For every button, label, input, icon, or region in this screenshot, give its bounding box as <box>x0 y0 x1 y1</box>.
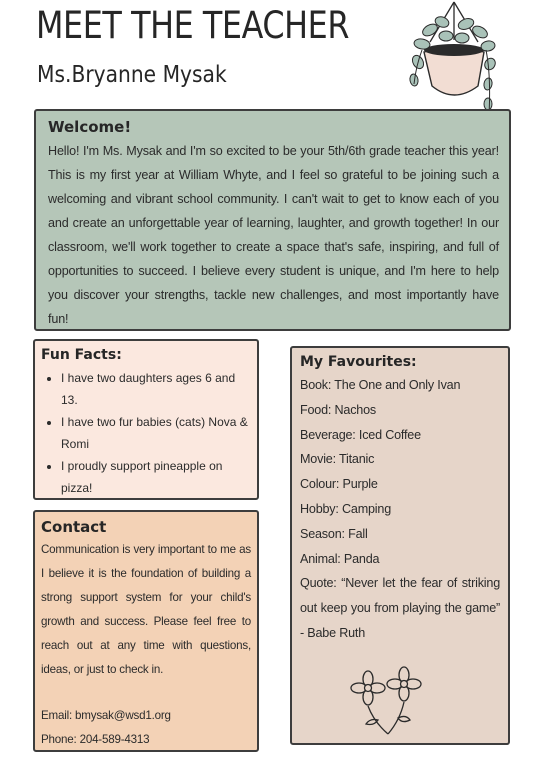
contact-body: Communication is very important to me as I believe it is the foundation of building a strong support system for your child's growth and success. Please feel free to reach out at any time with questions, ideas, or just to check in. <box>41 543 251 676</box>
list-item: Animal: Panda <box>300 551 380 566</box>
favourites-section <box>290 346 510 745</box>
list-item: • I proudly support pineapple on pizza! <box>61 455 251 499</box>
teacher-name: Ms.Bryanne Mysak <box>37 62 227 88</box>
list-item: Beverage: Iced Coffee <box>300 427 421 442</box>
list-item: Hobby: Camping <box>300 501 392 516</box>
list-item: Food: Nachos <box>300 402 377 417</box>
list-item: • I have two daughters ages 6 and 13. <box>61 367 251 411</box>
contact-heading: Contact <box>41 518 107 536</box>
favourites-heading: My Favourites: <box>300 354 417 370</box>
fun-facts-heading: Fun Facts: <box>41 347 122 363</box>
welcome-section <box>34 109 511 331</box>
favourite-quote: Quote: “Never let the fear of striking out keep you from playing the game” - Babe Ruth <box>300 576 500 640</box>
list-item: Movie: Titanic <box>300 452 375 467</box>
welcome-body: Hello! I'm Ms. Mysak and I'm so excited to be your 5th/6th grade teacher this year! This is my first year at William Whyte, and I feel so grateful to be joining such a welcoming and vibrant school community. I can't wait to get to know each of you and create an unforgettable year of learning, laughter, and growth together! In our classroom, we'll work together to create a space that's safe, inspiring, and full of opportunities to succeed. I believe every student is unique, and I'm here to help you discover your strengths, tackle new challenges, and most importantly have fun! <box>48 144 499 326</box>
fun-facts-section <box>33 339 259 500</box>
list-item: • I have two fur babies (cats) Nova & Romi <box>61 411 251 455</box>
welcome-heading: Welcome! <box>48 118 132 136</box>
fun-facts-list <box>41 367 251 499</box>
contact-section <box>33 510 259 752</box>
flowers-icon <box>344 666 432 736</box>
list-item: Colour: Purple <box>300 477 378 492</box>
contact-phone: Phone: 204-589-4313 <box>41 733 150 746</box>
contact-email: Email: bmysak@wsd1.org <box>41 709 171 722</box>
list-item: Season: Fall <box>300 526 368 541</box>
page-title: MEET THE TEACHER <box>36 4 350 47</box>
list-item: Book: The One and Only Ivan <box>300 378 461 392</box>
